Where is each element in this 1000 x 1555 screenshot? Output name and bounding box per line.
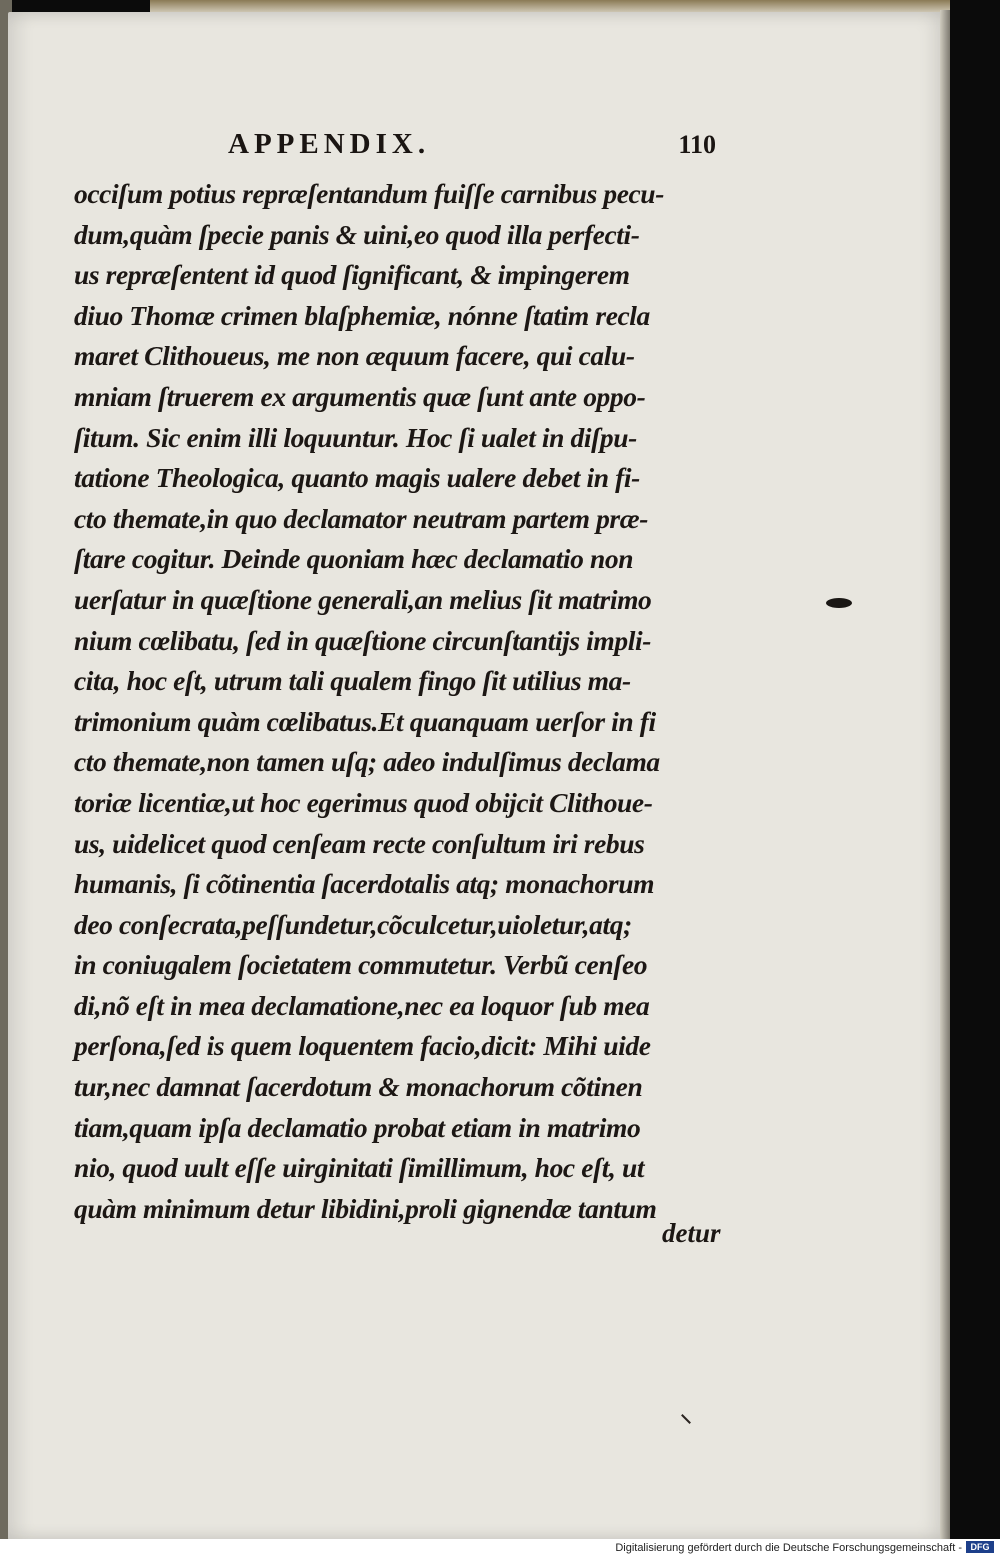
text-line: cto themate,non tamen uſq; adeo indulſimus declama: [74, 746, 660, 778]
dfg-logo: DFG: [966, 1541, 994, 1553]
text-line: tiam,quam ipſa declamatio probat etiam in matrimo: [74, 1111, 641, 1143]
text-line: di,nõ eſt in mea declamatione,nec ea loquor ſub mea: [74, 989, 650, 1021]
text-line: mniam ſtruerem ex argumentis quæ ſunt ante oppo-: [74, 380, 646, 412]
text-line: occiſum potius repræſentandum fuiſſe carnibus pecu-: [74, 178, 664, 209]
text-line: tatione Theologica, quanto magis ualere debet in fi-: [74, 462, 640, 494]
text-line: diuo Thomæ crimen blaſphemiæ, nónne ſtatim recla: [74, 299, 650, 331]
catchword: detur: [662, 1218, 721, 1248]
text-line: nium cœlibatu, ſed in quæſtione circunſtantijs impli-: [74, 624, 651, 656]
page-right-edge: [940, 10, 950, 1542]
text-line: in coniugalem ſocietatem commutetur. Verbũ cenſeo: [74, 949, 648, 981]
text-line: cto themate,in quo declamator neutram partem præ-: [74, 502, 648, 534]
footer-bar: [0, 1539, 1000, 1555]
text-block: [74, 174, 734, 1229]
text-line: maret Clithoueus, me non æquum facere, qui calu-: [74, 340, 635, 372]
text-line: dum,quàm ſpecie panis & uini,eo quod illa perfecti-: [74, 218, 640, 250]
text-line: trimonium quàm cœlibatus.Et quanquam uerſor in fi: [74, 705, 656, 737]
text-line: deo conſecrata,peſſundetur,cõculcetur,uioletur,atq;: [74, 908, 632, 940]
text-line: us repræſentent id quod ſignificant, & impingerem: [74, 259, 630, 291]
running-title: APPENDIX.: [228, 128, 431, 160]
text-line: humanis, ſi cõtinentia ſacerdotalis atq; monachorum: [74, 868, 655, 900]
running-head: [228, 128, 728, 168]
text-line: nio, quod uult eſſe uirginitati ſimillimum, hoc eſt, ut: [74, 1152, 645, 1184]
text-line: tur,nec damnat ſacerdotum & monachorum cõtinen: [74, 1071, 643, 1103]
text-line: ſtare cogitur. Deinde quoniam hæc declamatio non: [74, 543, 634, 575]
ink-blot: [826, 598, 852, 608]
text-line: perſona,ſed is quem loquentem facio,dicit: Mihi uide: [74, 1030, 651, 1062]
folio-number: 110: [678, 130, 716, 159]
text-line: toriæ licentiæ,ut hoc egerimus quod obijcit Clithoue-: [74, 786, 653, 818]
text-line: uerſatur in quæſtione generali,an melius ſit matrimo: [74, 583, 652, 615]
footer-credit: Digitalisierung gefördert durch die Deutsche Forschungsgemeinschaft -: [615, 1542, 962, 1554]
text-line: cita, hoc eſt, utrum tali qualem fingo ſit utilius ma-: [74, 665, 631, 697]
text-line: quàm minimum detur libidini,proli gignendæ tantum: [74, 1192, 657, 1224]
text-line: ſitum. Sic enim illi loquuntur. Hoc ſi ualet in diſpu-: [74, 421, 637, 453]
text-line: us, uidelicet quod cenſeam recte conſultum iri rebus: [74, 827, 645, 859]
